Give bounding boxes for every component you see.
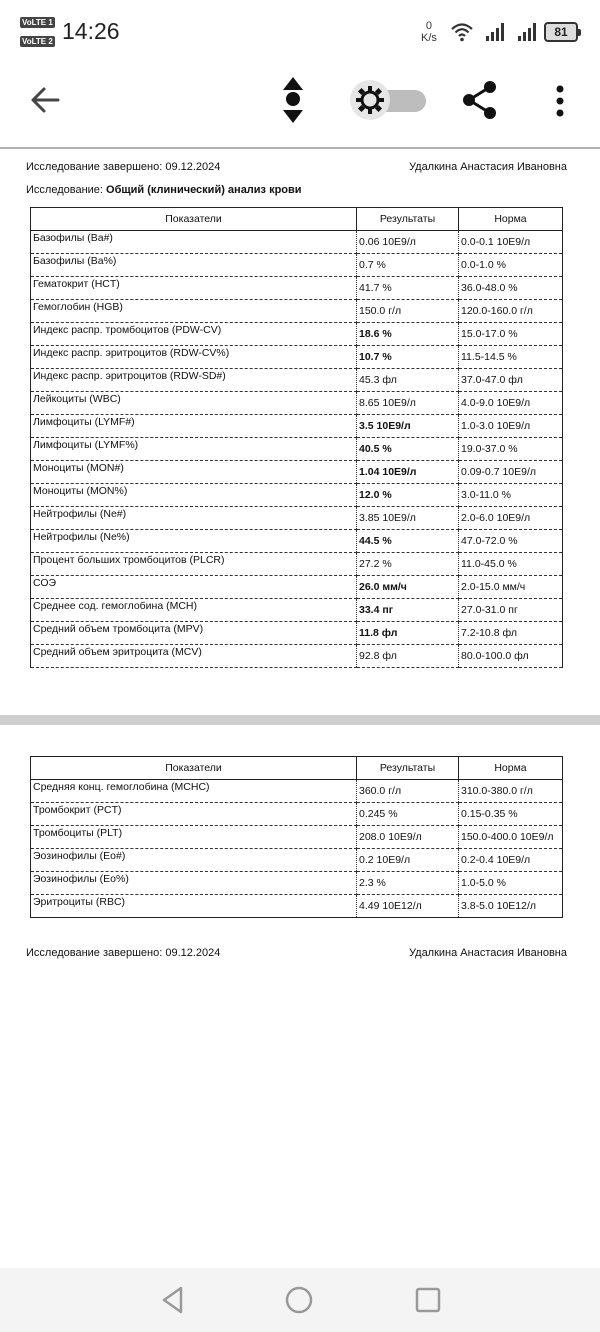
norm-range: 0.09-0.7 10E9/л: [459, 461, 563, 484]
indicator-name: Моноциты (MON#): [31, 461, 357, 484]
patient-name: Удалкина Анастасия Ивановна: [409, 947, 567, 959]
brightness-toggle[interactable]: [350, 80, 428, 120]
indicator-name: Базофилы (Ba%): [31, 254, 357, 277]
result-value: 45.3 фл: [357, 369, 459, 392]
share-button[interactable]: [460, 78, 500, 122]
table-row: [31, 780, 563, 803]
table-row: [31, 507, 563, 530]
header-indicator: Показатели: [31, 208, 357, 231]
nav-recents-icon[interactable]: [413, 1285, 443, 1315]
table-row: [31, 231, 563, 254]
norm-range: 11.5-14.5 %: [459, 346, 563, 369]
table-row: [31, 530, 563, 553]
norm-range: 36.0-48.0 %: [459, 277, 563, 300]
norm-range: 0.0-0.1 10E9/л: [459, 231, 563, 254]
header-norm: Норма: [459, 757, 563, 780]
norm-range: 15.0-17.0 %: [459, 323, 563, 346]
study-name: Общий (клинический) анализ крови: [106, 184, 302, 196]
norm-range: 1.0-5.0 %: [459, 872, 563, 895]
patient-name: Удалкина Анастасия Ивановна: [409, 161, 567, 173]
toolbar-divider: [0, 147, 600, 149]
norm-range: 19.0-37.0 %: [459, 438, 563, 461]
norm-range: 2.0-15.0 мм/ч: [459, 576, 563, 599]
document-page-2: [0, 725, 600, 1270]
norm-range: 150.0-400.0 10E9/л: [459, 826, 563, 849]
table-row: [31, 369, 563, 392]
back-button[interactable]: [26, 82, 66, 118]
network-speed-value: 0: [425, 20, 433, 32]
sim2-indicator: [20, 36, 55, 47]
table-row: [31, 576, 563, 599]
status-bar: [0, 0, 600, 64]
norm-range: 0.15-0.35 %: [459, 803, 563, 826]
result-value: 0.06 10E9/л: [357, 231, 459, 254]
result-value: 27.2 %: [357, 553, 459, 576]
norm-range: 1.0-3.0 10E9/л: [459, 415, 563, 438]
signal-sim2-icon: [517, 22, 539, 42]
indicator-name: Индекс распр. тромбоцитов (PDW-CV): [31, 323, 357, 346]
result-value: 10.7 %: [357, 346, 459, 369]
result-value: 0.7 %: [357, 254, 459, 277]
wifi-icon: [450, 22, 474, 42]
header-norm: Норма: [459, 208, 563, 231]
table-row: [31, 415, 563, 438]
result-value: 33.4 пг: [357, 599, 459, 622]
indicator-name: Эритроциты (RBC): [31, 895, 357, 918]
network-speed-unit: K/s: [421, 32, 437, 44]
table-row: [31, 599, 563, 622]
share-icon: [460, 78, 500, 122]
document-page-1: [0, 150, 600, 715]
norm-range: 3.0-11.0 %: [459, 484, 563, 507]
header-result: Результаты: [357, 757, 459, 780]
nav-back-icon[interactable]: [158, 1285, 188, 1315]
result-value: 92.8 фл: [357, 645, 459, 668]
indicator-name: Лимфоциты (LYMF%): [31, 438, 357, 461]
table-row: [31, 323, 563, 346]
indicator-name: Средний объем эритроцита (MCV): [31, 645, 357, 668]
result-value: 8.65 10E9/л: [357, 392, 459, 415]
indicator-name: Средняя конц. гемоглобина (MCHC): [31, 780, 357, 803]
indicator-name: Базофилы (Ba#): [31, 231, 357, 254]
indicator-name: Гемоглобин (HGB): [31, 300, 357, 323]
results-table-1: [30, 207, 563, 668]
page-separator: [0, 715, 600, 725]
indicator-name: Средний объем тромбоцита (MPV): [31, 622, 357, 645]
study-line: [26, 184, 302, 196]
indicator-name: Моноциты (MON%): [31, 484, 357, 507]
norm-range: 47.0-72.0 %: [459, 530, 563, 553]
table-row: [31, 849, 563, 872]
result-value: 2.3 %: [357, 872, 459, 895]
sim1-label: VoLTE 1: [22, 18, 53, 27]
sim1-indicator: [20, 17, 55, 28]
page-navigation-icon: [278, 72, 308, 128]
header-indicator: Показатели: [31, 757, 357, 780]
table-row: [31, 461, 563, 484]
norm-range: 37.0-47.0 фл: [459, 369, 563, 392]
table-row: [31, 346, 563, 369]
completed-date: Исследование завершено: 09.12.2024: [26, 947, 221, 959]
toolbar: [0, 64, 600, 148]
norm-range: 0.0-1.0 %: [459, 254, 563, 277]
brightness-toggle-icon: [350, 80, 390, 120]
sim2-label: VoLTE 2: [22, 37, 53, 46]
result-value: 0.2 10E9/л: [357, 849, 459, 872]
table-row: [31, 484, 563, 507]
table-row: [31, 438, 563, 461]
result-value: 11.8 фл: [357, 622, 459, 645]
indicator-name: Нейтрофилы (Ne%): [31, 530, 357, 553]
table-row: [31, 645, 563, 668]
table-row: [31, 872, 563, 895]
result-value: 208.0 10E9/л: [357, 826, 459, 849]
result-value: 44.5 %: [357, 530, 459, 553]
result-value: 3.85 10E9/л: [357, 507, 459, 530]
result-value: 4.49 10E12/л: [357, 895, 459, 918]
norm-range: 3.8-5.0 10E12/л: [459, 895, 563, 918]
table-row: [31, 826, 563, 849]
indicator-name: Процент больших тромбоцитов (PLCR): [31, 553, 357, 576]
back-arrow-icon: [26, 82, 66, 118]
norm-range: 80.0-100.0 фл: [459, 645, 563, 668]
indicator-name: Лимфоциты (LYMF#): [31, 415, 357, 438]
system-nav-bar: [0, 1268, 600, 1332]
indicator-name: СОЭ: [31, 576, 357, 599]
indicator-name: Эозинофилы (Eo#): [31, 849, 357, 872]
study-label: Исследование:: [26, 184, 103, 196]
table-header-row: [31, 757, 563, 780]
norm-range: 0.2-0.4 10E9/л: [459, 849, 563, 872]
results-table-2: [30, 756, 563, 918]
table-row: [31, 553, 563, 576]
norm-range: 2.0-6.0 10E9/л: [459, 507, 563, 530]
norm-range: 4.0-9.0 10E9/л: [459, 392, 563, 415]
indicator-name: Эозинофилы (Eo%): [31, 872, 357, 895]
signal-sim1-icon: [485, 22, 507, 42]
indicator-name: Тромбоциты (PLT): [31, 826, 357, 849]
indicator-name: Нейтрофилы (Ne#): [31, 507, 357, 530]
table-row: [31, 803, 563, 826]
more-options-button[interactable]: [548, 80, 572, 124]
table-row: [31, 392, 563, 415]
more-vertical-icon: [548, 80, 572, 124]
toggle-knob: [350, 80, 390, 120]
table-row: [31, 277, 563, 300]
clock: 14:26: [62, 18, 120, 44]
table-row: [31, 300, 563, 323]
table-row: [31, 895, 563, 918]
header-result: Результаты: [357, 208, 459, 231]
norm-range: 11.0-45.0 %: [459, 553, 563, 576]
result-value: 360.0 г/л: [357, 780, 459, 803]
indicator-name: Лейкоциты (WBC): [31, 392, 357, 415]
norm-range: 27.0-31.0 пг: [459, 599, 563, 622]
result-value: 150.0 г/л: [357, 300, 459, 323]
network-speed: [421, 20, 437, 44]
indicator-name: Гематокрит (HCT): [31, 277, 357, 300]
indicator-name: Индекс распр. эритроцитов (RDW-CV%): [31, 346, 357, 369]
nav-home-icon[interactable]: [284, 1285, 314, 1315]
completed-date: Исследование завершено: 09.12.2024: [26, 161, 221, 173]
norm-range: 7.2-10.8 фл: [459, 622, 563, 645]
result-value: 1.04 10E9/л: [357, 461, 459, 484]
norm-range: 310.0-380.0 г/л: [459, 780, 563, 803]
result-value: 0.245 %: [357, 803, 459, 826]
result-value: 12.0 %: [357, 484, 459, 507]
result-value: 18.6 %: [357, 323, 459, 346]
indicator-name: Тромбокрит (PCT): [31, 803, 357, 826]
indicator-name: Индекс распр. эритроцитов (RDW-SD#): [31, 369, 357, 392]
table-header-row: [31, 208, 563, 231]
table-row: [31, 254, 563, 277]
page-navigation-button[interactable]: [278, 72, 308, 128]
result-value: 3.5 10E9/л: [357, 415, 459, 438]
indicator-name: Среднее сод. гемоглобина (MCH): [31, 599, 357, 622]
result-value: 40.5 %: [357, 438, 459, 461]
result-value: 26.0 мм/ч: [357, 576, 459, 599]
battery-indicator: 81: [544, 22, 578, 42]
result-value: 41.7 %: [357, 277, 459, 300]
norm-range: 120.0-160.0 г/л: [459, 300, 563, 323]
table-row: [31, 622, 563, 645]
